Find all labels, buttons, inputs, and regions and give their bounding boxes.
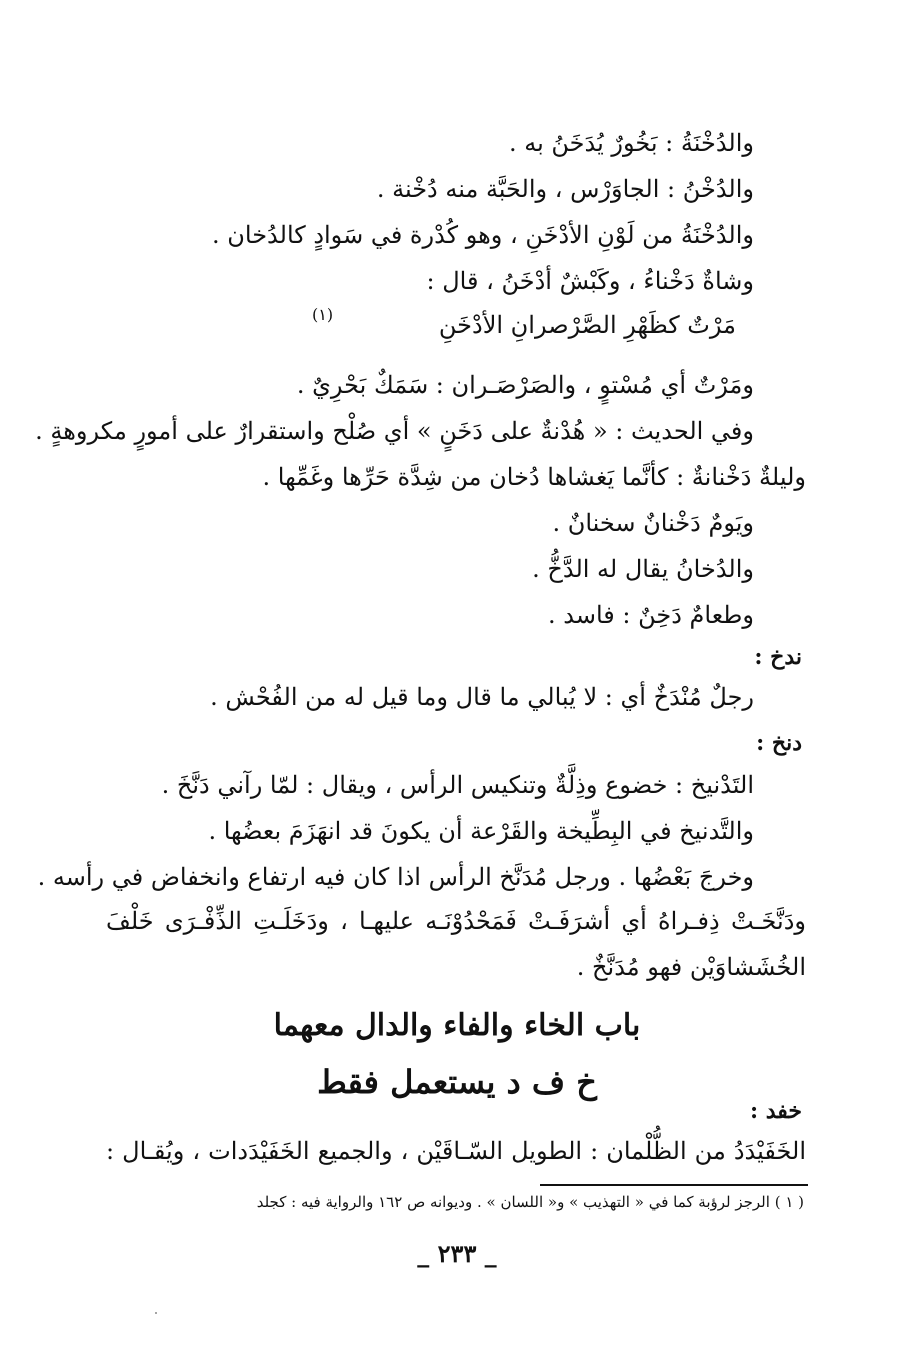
scan-speck	[155, 1312, 157, 1314]
text-line: ومَرْتٌ أي مُسْتوٍ ، والصَرْصَـران : سَمَكٌ بَحْرِيٌ .	[296, 371, 754, 399]
text-line: والدُخْنُ : الجاوَرْس ، والحَبَّة منه دُخْنة .	[376, 175, 754, 203]
chapter-subtitle: خ ف د يستعمل فقط	[317, 1063, 597, 1101]
footnote: ( ١ ) الرجز لرؤبة كما في « التهذيب » و« اللسان » . وديوانه ص ١٦٢ والرواية فيه : كجلد	[256, 1193, 804, 1211]
text-line: وفي الحديث : « هُدْنةٌ على دَخَنٍ » أي صُلْح واستقرارٌ على أمورٍ مكروهةٍ .	[35, 417, 754, 445]
entry-heading: دنخ :	[756, 730, 802, 756]
text-line: وليلةٌ دَخْنانةٌ : كأنَّما يَغشاها دُخان من شِدَّة حَرِّها وغَمِّها .	[262, 463, 806, 491]
text-line: الخُشَشاوَيْن فهو مُدَنَّخٌ .	[576, 953, 806, 981]
text-line: وطعامٌ دَخِنٌ : فاسد .	[548, 601, 754, 629]
text-line: التَدْنيخ : خضوع وذِلَّةٌ وتنكيس الرأس ، ويقال : لمّا رآني دَنَّخَ .	[161, 771, 754, 799]
text-line: والتَّدنيخ في البِطِّيخة والقَرْعة أن يكونَ قد انهَزَمَ بعضُها .	[208, 817, 754, 845]
text-line: وخرجَ بَعْضُها . ورجل مُدَنَّخ الرأس اذا كان فيه ارتفاع وانخفاض في رأسه .	[37, 863, 754, 891]
text-line: والدُخْنَةُ من لَوْنِ الأدْخَنِ ، وهو كُدْرة في سَوادٍ كالدُخان .	[212, 221, 754, 249]
page-number: _ ٢٣٣ _	[417, 1239, 497, 1268]
verse-line: مَرْتٌ كظَهْرِ الصَّرْصرانِ الأدْخَنِ	[438, 311, 736, 339]
text-line: ودَنَّخَـتْ ذِفـراهُ أي أشرَفَـتْ فَمَحْدُوْنَـه عليهـا ، ودَخَلَـتِ الذِّفْـرَى خَلْفَ	[106, 907, 806, 935]
footnote-rule	[540, 1184, 808, 1186]
footnote-marker: (١)	[312, 305, 334, 324]
text-line: الخَفَيْدَدُ من الظُّلْمان : الطويل السّـاقَيْن ، والجميع الخَفَيْدَدات ، ويُقـال :	[106, 1137, 806, 1165]
entry-heading: خفد :	[749, 1098, 802, 1124]
text-line: والدُخانُ يقال له الدَّخُّ .	[532, 555, 754, 583]
text-line: رجلٌ مُنْدَخٌ أي : لا يُبالي ما قال وما قيل له من الفُحْش .	[210, 683, 754, 711]
entry-heading: ندخ :	[754, 644, 802, 670]
text-line: والدُخْنَةُ : بَخُورٌ يُدَخَنُ به .	[508, 129, 754, 157]
text-line: وشاةٌ دَخْناءُ ، وكَبْشٌ أدْخَنُ ، قال :	[426, 267, 754, 295]
text-line: ويَومٌ دَخْنانٌ سخنانٌ .	[552, 509, 754, 537]
chapter-title: باب الخاء والفاء والدال معهما	[273, 1008, 641, 1043]
